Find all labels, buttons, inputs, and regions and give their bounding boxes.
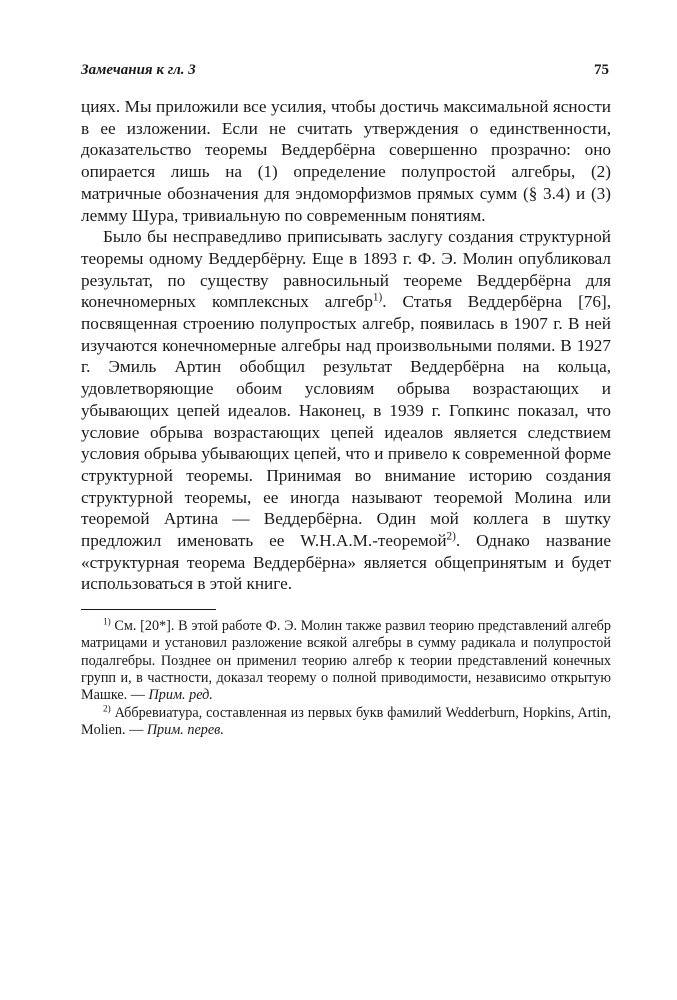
main-text — [81, 96, 611, 595]
footnote-ref-1: 1) — [372, 291, 383, 304]
page-number: 75 — [594, 62, 609, 78]
paragraph-2-part-3: . Однако название «структурная теорема Веддербёрна» является общепринятым и будет использоваться в этой книге. — [81, 531, 611, 594]
footnote-1-editor-note: Прим. ред. — [148, 687, 213, 704]
footnote-1 — [81, 618, 611, 704]
footnote-1-marker: 1) — [103, 616, 111, 627]
paragraph-2 — [81, 226, 611, 595]
paragraph-1: циях. Мы приложили все усилия, чтобы достичь максимальной ясности в ее изложении. Если не считать утверждения о единственности, доказательство теоремы Веддербёрна совершенно прозрачно: оно опирается лишь на (1) определение полупростой алгебры, (2) матричные обозначения для эндоморфизмов прямых сумм (§ 3.4) и (3) лемму Шура, тривиальную по современным понятиям. — [81, 97, 611, 225]
footnote-1-text: См. [20*]. В этой работе Ф. Э. Молин также развил теорию представлений алгебр матрицами и установил разложение всякой алгебры в сумму радикала и полупростой подалгебры. Позднее он применил теорию алгебр к теории представлений конечных групп и, в частности, доказал теорему о полной приводимости, независимо открытую Машке. — — [81, 618, 611, 704]
book-page — [81, 62, 611, 739]
footnotes — [81, 618, 611, 739]
footnote-2-editor-note: Прим. перев. — [146, 721, 224, 738]
footnote-2-marker: 2) — [103, 702, 111, 713]
footnote-2-text: Аббревиатура, составленная из первых букв фамилий Wedderburn, Hopkins, Artin, Molien. — — [81, 704, 611, 738]
footnote-divider — [81, 609, 216, 610]
running-title: Замечания к гл. 3 — [81, 62, 196, 78]
footnote-ref-2: 2) — [446, 530, 456, 543]
paragraph-2-part-1: Было бы несправедливо приписывать заслугу создания структурной теоремы одному Веддербёрну. Еще в 1893 г. Ф. Э. Молин опубликовал результат, по существу равносильный теореме Веддербёрна для конечномерных комплексных алгебр — [81, 227, 611, 312]
paragraph-2-part-2: . Статья Веддербёрна [76], посвященная строению полупростых алгебр, появилась в 1907 г. В ней изучаются конечномерные алгебры над произвольными полями. В 1927 г. Эмиль Артин обобщил результат Веддербёрна на кольца, удовлетворяющие обоим условиям обрыва возрастающих и убывающих цепей идеалов. Наконец, в 1939 г. Гопкинс показал, что условие обрыва возрастающих цепей идеалов является следствием условия обрыва убывающих цепей, что и привело к современной форме структурной теоремы. Принимая во внимание историю создания структурной теоремы, ее иногда называют теоремой Молина или теоремой Артина — Веддербёрна. Один мой коллега в шутку предложил именовать ее W.H.A.M.-теоремой — [81, 292, 611, 551]
footnote-2 — [81, 702, 611, 740]
running-header — [81, 62, 611, 96]
